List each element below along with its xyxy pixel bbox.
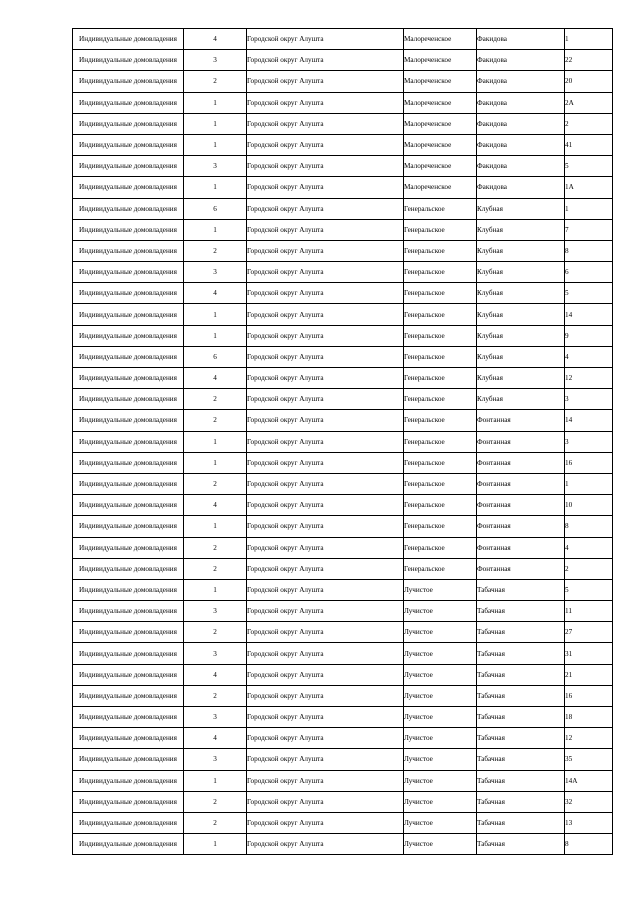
- cell-count: 3: [184, 643, 247, 664]
- cell-district: Городской округ Алушта: [247, 29, 404, 50]
- cell-building-type: Индивидуальные домовладения: [73, 325, 184, 346]
- table-row: [73, 749, 613, 770]
- cell-street: Табачная: [477, 685, 565, 706]
- table-row: [73, 685, 613, 706]
- cell-street: Табачная: [477, 622, 565, 643]
- cell-count: 2: [184, 240, 247, 261]
- cell-house-number: 18: [565, 707, 613, 728]
- cell-settlement: Генеральское: [404, 516, 477, 537]
- cell-building-type: Индивидуальные домовладения: [73, 622, 184, 643]
- cell-count: 2: [184, 410, 247, 431]
- cell-settlement: Генеральское: [404, 240, 477, 261]
- cell-district: Городской округ Алушта: [247, 198, 404, 219]
- cell-count: 4: [184, 728, 247, 749]
- cell-house-number: 1А: [565, 177, 613, 198]
- cell-count: 6: [184, 198, 247, 219]
- cell-count: 2: [184, 812, 247, 833]
- cell-district: Городской округ Алушта: [247, 473, 404, 494]
- cell-building-type: Индивидуальные домовладения: [73, 113, 184, 134]
- table-body: [73, 29, 613, 855]
- cell-district: Городской округ Алушта: [247, 431, 404, 452]
- cell-street: Клубная: [477, 389, 565, 410]
- cell-district: Городской округ Алушта: [247, 346, 404, 367]
- cell-district: Городской округ Алушта: [247, 304, 404, 325]
- table-row: [73, 71, 613, 92]
- cell-count: 1: [184, 579, 247, 600]
- cell-street: Факидова: [477, 177, 565, 198]
- cell-house-number: 4: [565, 537, 613, 558]
- table-row: [73, 516, 613, 537]
- cell-street: Табачная: [477, 728, 565, 749]
- cell-street: Клубная: [477, 240, 565, 261]
- cell-building-type: Индивидуальные домовладения: [73, 791, 184, 812]
- table-row: [73, 240, 613, 261]
- cell-count: 1: [184, 134, 247, 155]
- cell-street: Клубная: [477, 262, 565, 283]
- cell-street: Табачная: [477, 579, 565, 600]
- cell-street: Факидова: [477, 29, 565, 50]
- cell-settlement: Генеральское: [404, 325, 477, 346]
- table-row: [73, 579, 613, 600]
- cell-settlement: Генеральское: [404, 495, 477, 516]
- cell-settlement: Лучистое: [404, 770, 477, 791]
- cell-building-type: Индивидуальные домовладения: [73, 473, 184, 494]
- cell-building-type: Индивидуальные домовладения: [73, 664, 184, 685]
- table-row: [73, 770, 613, 791]
- cell-district: Городской округ Алушта: [247, 50, 404, 71]
- cell-street: Клубная: [477, 219, 565, 240]
- cell-street: Табачная: [477, 643, 565, 664]
- cell-street: Клубная: [477, 304, 565, 325]
- cell-house-number: 21: [565, 664, 613, 685]
- cell-street: Фонтанная: [477, 558, 565, 579]
- cell-count: 4: [184, 495, 247, 516]
- table-row: [73, 50, 613, 71]
- cell-building-type: Индивидуальные домовладения: [73, 29, 184, 50]
- cell-count: 4: [184, 283, 247, 304]
- table-row: [73, 198, 613, 219]
- cell-house-number: 12: [565, 368, 613, 389]
- cell-building-type: Индивидуальные домовладения: [73, 219, 184, 240]
- cell-settlement: Генеральское: [404, 368, 477, 389]
- cell-building-type: Индивидуальные домовладения: [73, 240, 184, 261]
- cell-district: Городской округ Алушта: [247, 516, 404, 537]
- cell-building-type: Индивидуальные домовладения: [73, 812, 184, 833]
- cell-settlement: Лучистое: [404, 601, 477, 622]
- cell-house-number: 20: [565, 71, 613, 92]
- cell-settlement: Малореченское: [404, 134, 477, 155]
- cell-count: 1: [184, 452, 247, 473]
- cell-street: Фонтанная: [477, 431, 565, 452]
- table-row: [73, 495, 613, 516]
- cell-count: 3: [184, 50, 247, 71]
- cell-count: 3: [184, 156, 247, 177]
- cell-district: Городской округ Алушта: [247, 262, 404, 283]
- cell-district: Городской округ Алушта: [247, 134, 404, 155]
- cell-building-type: Индивидуальные домовладения: [73, 707, 184, 728]
- cell-house-number: 14: [565, 410, 613, 431]
- cell-street: Фонтанная: [477, 452, 565, 473]
- cell-building-type: Индивидуальные домовладения: [73, 728, 184, 749]
- cell-house-number: 3: [565, 431, 613, 452]
- table-row: [73, 262, 613, 283]
- cell-building-type: Индивидуальные домовладения: [73, 410, 184, 431]
- cell-building-type: Индивидуальные домовладения: [73, 262, 184, 283]
- table-row: [73, 325, 613, 346]
- cell-house-number: 7: [565, 219, 613, 240]
- cell-house-number: 3: [565, 389, 613, 410]
- cell-settlement: Генеральское: [404, 262, 477, 283]
- cell-house-number: 6: [565, 262, 613, 283]
- cell-settlement: Лучистое: [404, 664, 477, 685]
- cell-building-type: Индивидуальные домовладения: [73, 643, 184, 664]
- cell-building-type: Индивидуальные домовладения: [73, 452, 184, 473]
- cell-settlement: Генеральское: [404, 389, 477, 410]
- cell-house-number: 1: [565, 29, 613, 50]
- cell-settlement: Генеральское: [404, 283, 477, 304]
- cell-district: Городской округ Алушта: [247, 728, 404, 749]
- cell-house-number: 4: [565, 346, 613, 367]
- cell-settlement: Генеральское: [404, 558, 477, 579]
- cell-building-type: Индивидуальные домовладения: [73, 156, 184, 177]
- cell-settlement: Лучистое: [404, 707, 477, 728]
- cell-settlement: Малореченское: [404, 71, 477, 92]
- cell-count: 1: [184, 304, 247, 325]
- cell-house-number: 16: [565, 452, 613, 473]
- cell-count: 3: [184, 601, 247, 622]
- cell-settlement: Малореченское: [404, 29, 477, 50]
- cell-building-type: Индивидуальные домовладения: [73, 770, 184, 791]
- table-row: [73, 473, 613, 494]
- cell-settlement: Лучистое: [404, 579, 477, 600]
- cell-building-type: Индивидуальные домовладения: [73, 558, 184, 579]
- table-row: [73, 728, 613, 749]
- cell-building-type: Индивидуальные домовладения: [73, 685, 184, 706]
- cell-district: Городской округ Алушта: [247, 749, 404, 770]
- table-row: [73, 113, 613, 134]
- table-row: [73, 346, 613, 367]
- cell-house-number: 8: [565, 240, 613, 261]
- table-row: [73, 452, 613, 473]
- cell-count: 4: [184, 368, 247, 389]
- cell-count: 3: [184, 262, 247, 283]
- cell-street: Табачная: [477, 601, 565, 622]
- cell-house-number: 2А: [565, 92, 613, 113]
- cell-house-number: 8: [565, 516, 613, 537]
- cell-building-type: Индивидуальные домовладения: [73, 92, 184, 113]
- cell-count: 1: [184, 92, 247, 113]
- table-row: [73, 283, 613, 304]
- cell-district: Городской округ Алушта: [247, 601, 404, 622]
- cell-street: Табачная: [477, 664, 565, 685]
- cell-street: Фонтанная: [477, 410, 565, 431]
- cell-street: Клубная: [477, 368, 565, 389]
- cell-district: Городской округ Алушта: [247, 389, 404, 410]
- cell-settlement: Лучистое: [404, 791, 477, 812]
- cell-settlement: Малореченское: [404, 50, 477, 71]
- cell-settlement: Генеральское: [404, 452, 477, 473]
- table-row: [73, 92, 613, 113]
- cell-settlement: Лучистое: [404, 685, 477, 706]
- cell-count: 3: [184, 749, 247, 770]
- cell-street: Клубная: [477, 346, 565, 367]
- table-row: [73, 537, 613, 558]
- cell-district: Городской округ Алушта: [247, 283, 404, 304]
- table-row: [73, 389, 613, 410]
- cell-settlement: Лучистое: [404, 728, 477, 749]
- cell-settlement: Генеральское: [404, 537, 477, 558]
- table-row: [73, 410, 613, 431]
- cell-building-type: Индивидуальные домовладения: [73, 134, 184, 155]
- cell-count: 1: [184, 177, 247, 198]
- table-row: [73, 601, 613, 622]
- cell-house-number: 16: [565, 685, 613, 706]
- cell-count: 1: [184, 219, 247, 240]
- cell-building-type: Индивидуальные домовладения: [73, 537, 184, 558]
- cell-count: 1: [184, 516, 247, 537]
- cell-street: Факидова: [477, 92, 565, 113]
- cell-count: 2: [184, 537, 247, 558]
- cell-building-type: Индивидуальные домовладения: [73, 579, 184, 600]
- cell-settlement: Лучистое: [404, 749, 477, 770]
- cell-district: Городской округ Алушта: [247, 834, 404, 855]
- cell-street: Табачная: [477, 749, 565, 770]
- cell-street: Факидова: [477, 71, 565, 92]
- cell-street: Факидова: [477, 134, 565, 155]
- cell-district: Городской округ Алушта: [247, 579, 404, 600]
- cell-building-type: Индивидуальные домовладения: [73, 495, 184, 516]
- cell-settlement: Малореченское: [404, 177, 477, 198]
- cell-building-type: Индивидуальные домовладения: [73, 601, 184, 622]
- cell-building-type: Индивидуальные домовладения: [73, 516, 184, 537]
- cell-district: Городской округ Алушта: [247, 622, 404, 643]
- cell-building-type: Индивидуальные домовладения: [73, 283, 184, 304]
- cell-building-type: Индивидуальные домовладения: [73, 346, 184, 367]
- cell-building-type: Индивидуальные домовладения: [73, 50, 184, 71]
- cell-street: Табачная: [477, 770, 565, 791]
- cell-count: 2: [184, 685, 247, 706]
- cell-house-number: 32: [565, 791, 613, 812]
- cell-count: 2: [184, 71, 247, 92]
- cell-count: 1: [184, 770, 247, 791]
- cell-count: 1: [184, 834, 247, 855]
- cell-house-number: 2: [565, 113, 613, 134]
- cell-settlement: Лучистое: [404, 812, 477, 833]
- cell-settlement: Генеральское: [404, 431, 477, 452]
- cell-district: Городской округ Алушта: [247, 219, 404, 240]
- cell-building-type: Индивидуальные домовладения: [73, 389, 184, 410]
- table-row: [73, 707, 613, 728]
- cell-district: Городской округ Алушта: [247, 452, 404, 473]
- cell-district: Городской округ Алушта: [247, 770, 404, 791]
- cell-building-type: Индивидуальные домовладения: [73, 368, 184, 389]
- cell-house-number: 1: [565, 473, 613, 494]
- cell-settlement: Генеральское: [404, 410, 477, 431]
- cell-street: Факидова: [477, 156, 565, 177]
- cell-house-number: 14А: [565, 770, 613, 791]
- table-row: [73, 134, 613, 155]
- cell-street: Факидова: [477, 50, 565, 71]
- cell-count: 4: [184, 664, 247, 685]
- cell-house-number: 5: [565, 579, 613, 600]
- table-row: [73, 812, 613, 833]
- table-row: [73, 304, 613, 325]
- cell-count: 6: [184, 346, 247, 367]
- cell-building-type: Индивидуальные домовладения: [73, 304, 184, 325]
- cell-district: Городской округ Алушта: [247, 156, 404, 177]
- cell-settlement: Малореченское: [404, 113, 477, 134]
- cell-count: 2: [184, 622, 247, 643]
- cell-house-number: 1: [565, 198, 613, 219]
- cell-settlement: Генеральское: [404, 219, 477, 240]
- table-row: [73, 834, 613, 855]
- cell-district: Городской округ Алушта: [247, 177, 404, 198]
- cell-count: 1: [184, 113, 247, 134]
- cell-street: Фонтанная: [477, 537, 565, 558]
- cell-street: Табачная: [477, 707, 565, 728]
- cell-street: Факидова: [477, 113, 565, 134]
- cell-street: Табачная: [477, 834, 565, 855]
- table-row: [73, 431, 613, 452]
- cell-building-type: Индивидуальные домовладения: [73, 834, 184, 855]
- cell-house-number: 22: [565, 50, 613, 71]
- cell-district: Городской округ Алушта: [247, 558, 404, 579]
- table-row: [73, 643, 613, 664]
- cell-settlement: Лучистое: [404, 622, 477, 643]
- cell-settlement: Генеральское: [404, 346, 477, 367]
- cell-street: Клубная: [477, 283, 565, 304]
- cell-building-type: Индивидуальные домовладения: [73, 177, 184, 198]
- table-row: [73, 791, 613, 812]
- cell-count: 2: [184, 473, 247, 494]
- cell-district: Городской округ Алушта: [247, 71, 404, 92]
- cell-district: Городской округ Алушта: [247, 685, 404, 706]
- cell-district: Городской округ Алушта: [247, 664, 404, 685]
- cell-settlement: Лучистое: [404, 643, 477, 664]
- cell-house-number: 41: [565, 134, 613, 155]
- cell-house-number: 5: [565, 283, 613, 304]
- cell-count: 3: [184, 707, 247, 728]
- table-row: [73, 219, 613, 240]
- cell-street: Клубная: [477, 198, 565, 219]
- cell-street: Фонтанная: [477, 473, 565, 494]
- cell-district: Городской округ Алушта: [247, 537, 404, 558]
- cell-house-number: 11: [565, 601, 613, 622]
- cell-street: Табачная: [477, 791, 565, 812]
- cell-settlement: Генеральское: [404, 304, 477, 325]
- table-row: [73, 156, 613, 177]
- cell-district: Городской округ Алушта: [247, 113, 404, 134]
- cell-count: 4: [184, 29, 247, 50]
- cell-house-number: 31: [565, 643, 613, 664]
- cell-settlement: Малореченское: [404, 92, 477, 113]
- cell-district: Городской округ Алушта: [247, 368, 404, 389]
- cell-count: 1: [184, 431, 247, 452]
- cell-count: 2: [184, 389, 247, 410]
- cell-district: Городской округ Алушта: [247, 410, 404, 431]
- cell-district: Городской округ Алушта: [247, 707, 404, 728]
- cell-street: Фонтанная: [477, 516, 565, 537]
- cell-district: Городской округ Алушта: [247, 791, 404, 812]
- table-row: [73, 664, 613, 685]
- table-row: [73, 622, 613, 643]
- cell-settlement: Генеральское: [404, 198, 477, 219]
- cell-settlement: Генеральское: [404, 473, 477, 494]
- table-row: [73, 177, 613, 198]
- table-row: [73, 368, 613, 389]
- cell-district: Городской округ Алушта: [247, 812, 404, 833]
- cell-building-type: Индивидуальные домовладения: [73, 198, 184, 219]
- cell-house-number: 27: [565, 622, 613, 643]
- cell-street: Фонтанная: [477, 495, 565, 516]
- cell-count: 1: [184, 325, 247, 346]
- cell-street: Табачная: [477, 812, 565, 833]
- cell-house-number: 2: [565, 558, 613, 579]
- cell-house-number: 5: [565, 156, 613, 177]
- cell-district: Городской округ Алушта: [247, 643, 404, 664]
- address-table: [72, 28, 613, 855]
- cell-house-number: 14: [565, 304, 613, 325]
- cell-count: 2: [184, 558, 247, 579]
- cell-count: 2: [184, 791, 247, 812]
- table-row: [73, 29, 613, 50]
- cell-district: Городской округ Алушта: [247, 495, 404, 516]
- cell-district: Городской округ Алушта: [247, 325, 404, 346]
- cell-settlement: Лучистое: [404, 834, 477, 855]
- cell-house-number: 8: [565, 834, 613, 855]
- cell-building-type: Индивидуальные домовладения: [73, 431, 184, 452]
- cell-house-number: 35: [565, 749, 613, 770]
- cell-district: Городской округ Алушта: [247, 92, 404, 113]
- cell-house-number: 10: [565, 495, 613, 516]
- cell-house-number: 13: [565, 812, 613, 833]
- cell-building-type: Индивидуальные домовладения: [73, 71, 184, 92]
- cell-house-number: 9: [565, 325, 613, 346]
- cell-settlement: Малореченское: [404, 156, 477, 177]
- cell-district: Городской округ Алушта: [247, 240, 404, 261]
- cell-street: Клубная: [477, 325, 565, 346]
- table-row: [73, 558, 613, 579]
- cell-house-number: 12: [565, 728, 613, 749]
- cell-building-type: Индивидуальные домовладения: [73, 749, 184, 770]
